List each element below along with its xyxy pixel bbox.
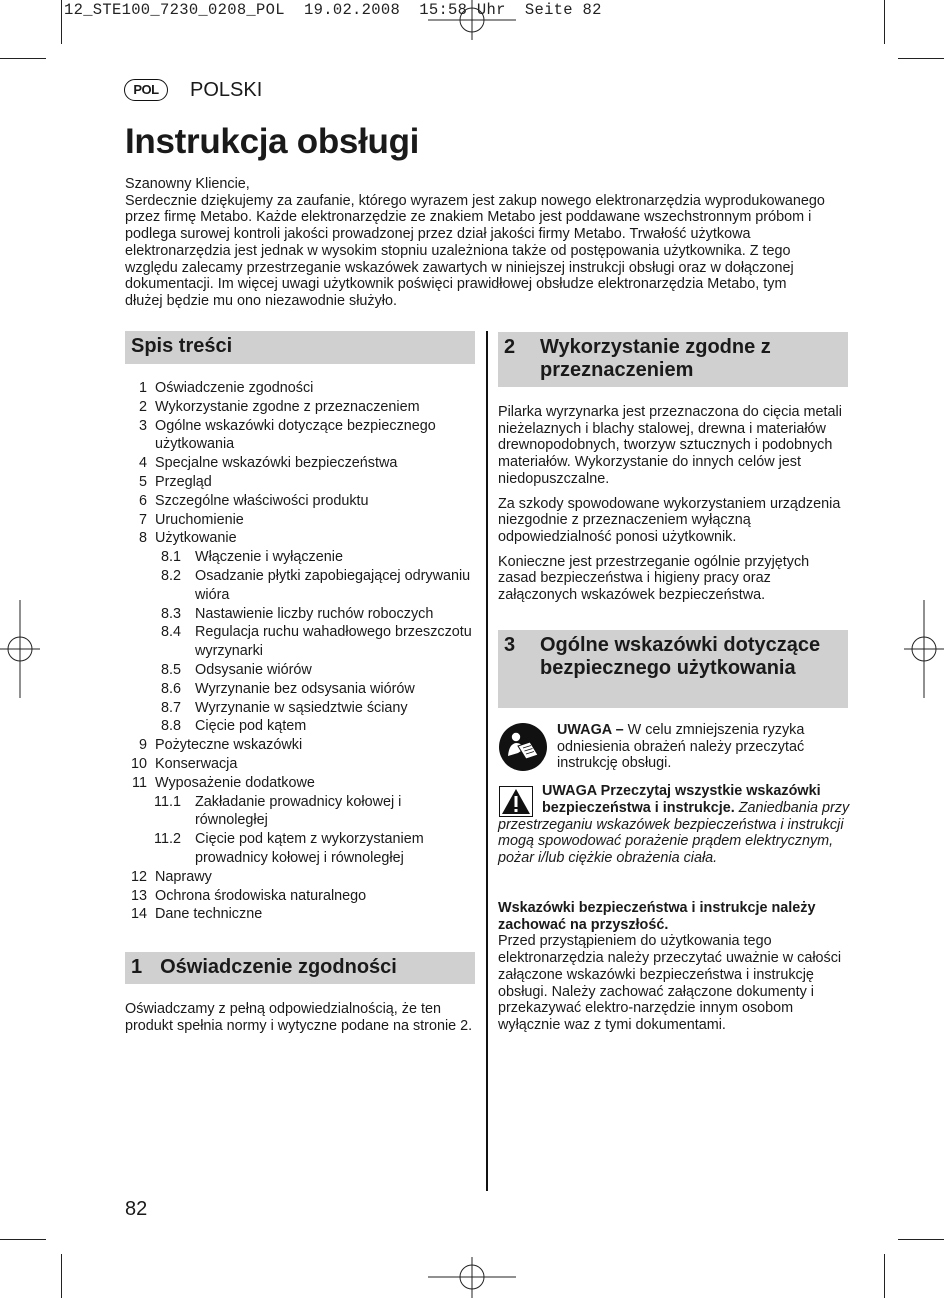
toc-item-number: 8 bbox=[138, 530, 147, 547]
toc-item bbox=[125, 398, 475, 417]
toc-item bbox=[125, 736, 475, 755]
toc-item-label: Nastawienie liczby ruchów roboczych bbox=[195, 605, 434, 622]
note1-label: UWAGA – bbox=[557, 722, 624, 738]
toc-item-label: Włączenie i wyłączenie bbox=[195, 549, 343, 566]
toc-item-label: Konserwacja bbox=[155, 755, 238, 772]
toc-item-label: Przegląd bbox=[155, 473, 212, 490]
intro-greeting: Szanowny Kliencie, bbox=[125, 176, 250, 192]
toc-item-number: 8.4 bbox=[160, 624, 181, 641]
section1-heading bbox=[125, 952, 475, 984]
toc-item-label: Ogólne wskazówki dotyczące bezpiecznego użytkowania bbox=[155, 417, 436, 453]
toc-item-number: 5 bbox=[138, 473, 147, 490]
toc-item-label: Specjalne wskazówki bezpieczeństwa bbox=[155, 455, 398, 472]
toc-item-label: Cięcie pod kątem z wykorzystaniem prowadnicy kołowej i równoległej bbox=[195, 831, 424, 866]
toc-item bbox=[125, 905, 475, 924]
toc-item-number: 13 bbox=[130, 887, 147, 904]
toc-item bbox=[125, 605, 475, 624]
toc-item-number: 3 bbox=[138, 417, 147, 434]
language-badge: POL bbox=[124, 79, 168, 101]
section1-title: Oświadczenie zgodności bbox=[160, 956, 397, 978]
read-manual-icon bbox=[498, 722, 548, 772]
section2-paragraph: Pilarka wyrzynarka jest przeznaczona do cięcia metali nieżelaznych i blachy stalowej, drewna i materiałów drewnopodobnych, tworzyw sztucznych i podobnych materiałów. Wykorzystanie do innych celów jest niedopuszczalne. bbox=[498, 404, 842, 487]
toc-item-number: 9 bbox=[138, 737, 147, 754]
toc-item-number: 14 bbox=[130, 906, 147, 923]
toc-item-label: Użytkowanie bbox=[155, 530, 237, 547]
toc-item-label: Szczególne właściwości produktu bbox=[155, 492, 369, 509]
toc-item bbox=[125, 379, 475, 398]
toc-item bbox=[125, 793, 475, 831]
section3-heading bbox=[498, 630, 848, 708]
section1-number: 1 bbox=[131, 956, 143, 978]
toc-item-number: 7 bbox=[138, 511, 147, 528]
toc-item-number: 6 bbox=[138, 492, 147, 509]
print-slug: 12_STE100_7230_0208_POL 19.02.2008 15:58 Uhr Seite 82 bbox=[64, 1, 602, 19]
toc-item-label: Uruchomienie bbox=[155, 511, 244, 528]
toc-item bbox=[125, 717, 475, 736]
toc-item bbox=[125, 473, 475, 492]
section3-title: Ogólne wskazówki dotyczące bezpiecznego użytkowania bbox=[540, 634, 821, 679]
page-title: Instrukcja obsługi bbox=[125, 122, 420, 161]
toc-item bbox=[125, 623, 475, 661]
note2-italic: Zaniedbania przy przestrzeganiu wskazówek bezpieczeństwa i instrukcji mogą spowodować porażenie prądem elektrycznym, pożar i/lub ciężkie obrażenia ciała. bbox=[498, 800, 850, 867]
note1 bbox=[557, 722, 849, 772]
section2-title: Wykorzystanie zgodne z przeznaczeniem bbox=[540, 336, 771, 381]
toc-item bbox=[125, 492, 475, 511]
section1-text: Oświadczamy z pełną odpowiedzialnością, że ten produkt spełnia normy i wytyczne podane na stronie 2. bbox=[125, 1001, 473, 1034]
toc-item-label: Wyrzynanie w sąsiedztwie ściany bbox=[195, 699, 408, 716]
toc-item bbox=[125, 454, 475, 473]
toc-item-label: Zakładanie prowadnicy kołowej i równoległej bbox=[195, 793, 402, 829]
toc-item-label: Regulacja ruchu wahadłowego brzeszczotu wyrzynarki bbox=[195, 624, 472, 660]
toc-item bbox=[125, 680, 475, 699]
toc-item bbox=[125, 567, 475, 605]
toc-item-label: Odsysanie wiórów bbox=[195, 661, 312, 678]
toc-item bbox=[125, 755, 475, 774]
toc-item bbox=[125, 774, 475, 793]
section2-number: 2 bbox=[504, 336, 516, 358]
toc-item-number: 11.2 bbox=[154, 831, 181, 848]
toc-item-label: Dane techniczne bbox=[155, 906, 263, 923]
toc-item bbox=[125, 830, 475, 868]
toc-item-number: 8.7 bbox=[160, 699, 181, 716]
toc-item-number: 8.1 bbox=[160, 549, 181, 566]
toc-item bbox=[125, 548, 475, 567]
toc-item-number: 12 bbox=[130, 868, 147, 885]
toc-item-number: 4 bbox=[138, 455, 147, 472]
section2-paragraph: Konieczne jest przestrzeganie ogólnie przyjętych zasad bezpieczeństwa i higieny pracy oraz załączonych wskazówek bezpieczeństwa. bbox=[498, 553, 810, 604]
table-of-contents bbox=[125, 379, 475, 924]
language-label: POLSKI bbox=[190, 79, 263, 101]
toc-item-label: Wykorzystanie zgodne z przeznaczeniem bbox=[155, 398, 420, 415]
toc-item-number: 1 bbox=[138, 380, 147, 396]
section2-heading bbox=[498, 332, 848, 387]
toc-item-number: 10 bbox=[130, 755, 147, 772]
toc-item-label: Wyrzynanie bez odsysania wiórów bbox=[195, 680, 415, 697]
keep-instructions-label: Wskazówki bezpieczeństwa i instrukcje należy zachować na przyszłość. bbox=[498, 900, 816, 933]
toc-item bbox=[125, 887, 475, 906]
toc-item-number: 8.5 bbox=[160, 661, 181, 678]
toc-item-number: 8.6 bbox=[160, 680, 181, 697]
toc-item bbox=[125, 661, 475, 680]
section3-number: 3 bbox=[504, 634, 516, 656]
toc-item bbox=[125, 868, 475, 887]
note2-text bbox=[498, 800, 850, 867]
toc-item-label: Naprawy bbox=[155, 868, 212, 885]
column-divider bbox=[486, 331, 488, 1191]
note1-text: W celu zmniejszenia ryzyka odniesienia obrażeń należy przeczytać instrukcję obsługi. bbox=[557, 722, 805, 772]
toc-item bbox=[125, 417, 475, 455]
toc-heading: Spis treści bbox=[125, 331, 475, 364]
toc-item-label: Cięcie pod kątem bbox=[195, 718, 307, 735]
intro-text bbox=[125, 176, 825, 310]
section2-paragraph: Za szkody spowodowane wykorzystaniem urządzenia niezgodnie z przeznaczeniem wyłączną odpowiedzialność ponosi użytkownik. bbox=[498, 495, 841, 545]
note2-label: UWAGA Przeczytaj wszystkie wskazówki bezpieczeństwa i instrukcje. bbox=[542, 783, 821, 816]
page-number: 82 bbox=[125, 1198, 148, 1220]
toc-item-label: Pożyteczne wskazówki bbox=[155, 737, 303, 754]
toc-item-number: 2 bbox=[138, 398, 147, 415]
toc-item-label: Oświadczenie zgodności bbox=[155, 380, 314, 396]
toc-item-number: 11 bbox=[132, 774, 147, 791]
keep-instructions bbox=[498, 900, 850, 1034]
keep-instructions-text: Przed przystąpieniem do użytkowania tego elektronarzędzia należy przeczytać uważnie w całości załączone wskazówki bezpieczeństwa i instrukcję obsługi. Należy zachować załączone dokumenty i przekazywać elektro-narzędzie innym osobom wyłącznie waz z tymi dokumentami. bbox=[498, 933, 842, 1033]
section2-body bbox=[498, 404, 850, 612]
toc-item-label: Ochrona środowiska naturalnego bbox=[155, 887, 367, 904]
toc-item-number: 8.3 bbox=[160, 605, 181, 622]
intro-body: Serdecznie dziękujemy za zaufanie, którego wyrazem jest zakup nowego elektronarzędzia wyprodukowanego przez firmę Metabo. Każde elektronarzędzie ze znakiem Metabo jest poddawane wszechstronnym próbom i podlega surowej kontroli jakości prowadzonej przez dział jakości firmy Metabo. Trwałość użytkowa elektronarzędzia jest jednak w wysokim stopniu uzależniona także od postępowania użytkownika. Z tego względu zalecamy przestrzeganie wskazówek zawartych w niniejszej instrukcji obsługi oraz w dołączonej dokumentacji. Im więcej uwagi użytkownik poświęci prawidłowej obsłudze elektronarzędzia Metabo, tym dłużej będzie mu ono niezawodnie służyło. bbox=[125, 192, 825, 309]
toc-item-number: 8.2 bbox=[160, 567, 181, 584]
toc-item bbox=[125, 529, 475, 548]
toc-item-number: 8.8 bbox=[160, 718, 181, 735]
toc-item-number: 11.1 bbox=[154, 793, 181, 810]
toc-item-label: Osadzanie płytki zapobiegającej odrywaniu wióra bbox=[195, 567, 471, 603]
toc-item bbox=[125, 699, 475, 718]
toc-item bbox=[125, 511, 475, 530]
toc-item-label: Wyposażenie dodatkowe bbox=[155, 774, 315, 791]
